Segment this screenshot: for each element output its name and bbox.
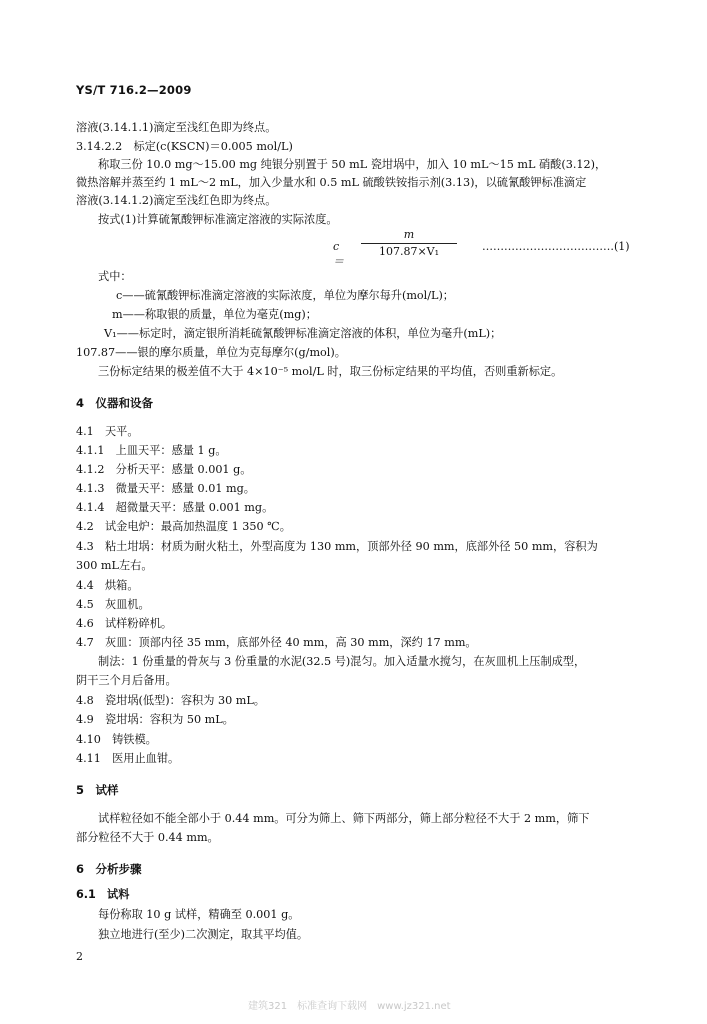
footer-watermark: 建筑321 标准查询下载网 www.jz321.net bbox=[248, 1001, 451, 1012]
clause-item: 4.1.1 上皿天平：感量 1 g。 bbox=[76, 444, 227, 457]
paragraph-line: 300 mL左右。 bbox=[76, 559, 153, 572]
clause-heading: 3.14.2.2 标定(c(KSCN)＝0.005 mol/L) bbox=[76, 140, 293, 153]
formula-fraction bbox=[361, 228, 457, 258]
fraction-bar bbox=[361, 243, 457, 244]
symbol-definition: 107.87——银的摩尔质量，单位为克每摩尔(g/mol)。 bbox=[76, 346, 346, 359]
paragraph-line: 溶液(3.14.1.1)滴定至浅红色即为终点。 bbox=[76, 121, 277, 134]
formula-lhs: c＝ bbox=[333, 240, 344, 268]
clause-item: 4.6 试样粉碎机。 bbox=[76, 617, 173, 630]
clause-item: 4.1.3 微量天平：感量 0.01 mg。 bbox=[76, 482, 255, 495]
clause-item: 4.7 灰皿：顶部内径 35 mm，底部外径 40 mm，高 30 mm，深约 17 mm。 bbox=[76, 636, 477, 649]
standard-number: YS/T 716.2—2009 bbox=[76, 83, 192, 97]
paragraph-line: 按式(1)计算硫氰酸钾标准滴定溶液的实际浓度。 bbox=[98, 213, 338, 226]
clause-item: 4.2 试金电炉：最高加热温度 1 350 ℃。 bbox=[76, 520, 291, 533]
paragraph-line: 试样粒径如不能全部小于 0.44 mm。可分为筛上、筛下两部分，筛上部分粒径不大于 2 mm，筛下 bbox=[98, 812, 590, 825]
section-heading-6: 6 分析步骤 bbox=[76, 862, 142, 876]
clause-item: 4.1.2 分析天平：感量 0.001 g。 bbox=[76, 463, 252, 476]
paragraph-line: 每份称取 10 g 试样，精确至 0.001 g。 bbox=[98, 908, 300, 921]
clause-item: 4.11 医用止血钳。 bbox=[76, 752, 180, 765]
paragraph-line: 三份标定结果的极差值不大于 4×10⁻⁵ mol/L 时，取三份标定结果的平均值，否则重新标定。 bbox=[98, 365, 563, 378]
clause-item: 4.3 粘土坩埚：材质为耐火粘土，外型高度为 130 mm，顶部外径 90 mm，底部外径 50 mm，容积为 bbox=[76, 540, 598, 553]
paragraph-line: 称取三份 10.0 mg～15.00 mg 纯银分别置于 50 mL 瓷坩埚中，加入 10 mL～15 mL 硝酸(3.12)， bbox=[98, 158, 607, 171]
paragraph-line: 部分粒径不大于 0.44 mm。 bbox=[76, 831, 219, 844]
paragraph-line: 溶液(3.14.1.2)滴定至浅红色即为终点。 bbox=[76, 194, 277, 207]
formula-number: ………………………………(1) bbox=[482, 240, 630, 253]
clause-item: 4.5 灰皿机。 bbox=[76, 598, 150, 611]
clause-item: 4.9 瓷坩埚：容积为 50 mL。 bbox=[76, 713, 234, 726]
paragraph-line: 制法：1 份重量的骨灰与 3 份重量的水泥(32.5 号)混匀。加入适量水搅匀，在灰皿机上压制成型， bbox=[98, 655, 586, 668]
formula-denominator: 107.87×V₁ bbox=[378, 245, 440, 258]
clause-item: 4.4 烘箱。 bbox=[76, 579, 139, 592]
clause-item: 4.8 瓷坩埚(低型)：容积为 30 mL。 bbox=[76, 694, 265, 707]
formula-numerator: m bbox=[403, 228, 415, 241]
paragraph-line: 独立地进行(至少)二次测定，取其平均值。 bbox=[98, 928, 309, 941]
section-heading-4: 4 仪器和设备 bbox=[76, 396, 154, 410]
clause-item: 4.1 天平。 bbox=[76, 425, 139, 438]
paragraph-line: 微热溶解并蒸至约 1 mL～2 mL，加入少量水和 0.5 mL 硫酸铁铵指示剂(3.13)，以硫氰酸钾标准滴定 bbox=[76, 176, 587, 189]
section-heading-5: 5 试样 bbox=[76, 783, 119, 797]
symbol-definition: c——硫氰酸钾标准滴定溶液的实际浓度，单位为摩尔每升(mol/L)； bbox=[116, 289, 454, 302]
subsection-heading: 6.1 试料 bbox=[76, 888, 130, 901]
clause-item: 4.10 铸铁模。 bbox=[76, 733, 157, 746]
page-number: 2 bbox=[76, 950, 83, 963]
paragraph-line: 阴干三个月后备用。 bbox=[76, 674, 177, 687]
where-label: 式中： bbox=[98, 270, 132, 283]
symbol-definition: V₁——标定时，滴定银所消耗硫氰酸钾标准滴定溶液的体积，单位为毫升(mL)； bbox=[104, 327, 502, 340]
clause-item: 4.1.4 超微量天平：感量 0.001 mg。 bbox=[76, 501, 274, 514]
symbol-definition: m——称取银的质量，单位为毫克(mg)； bbox=[112, 308, 317, 321]
